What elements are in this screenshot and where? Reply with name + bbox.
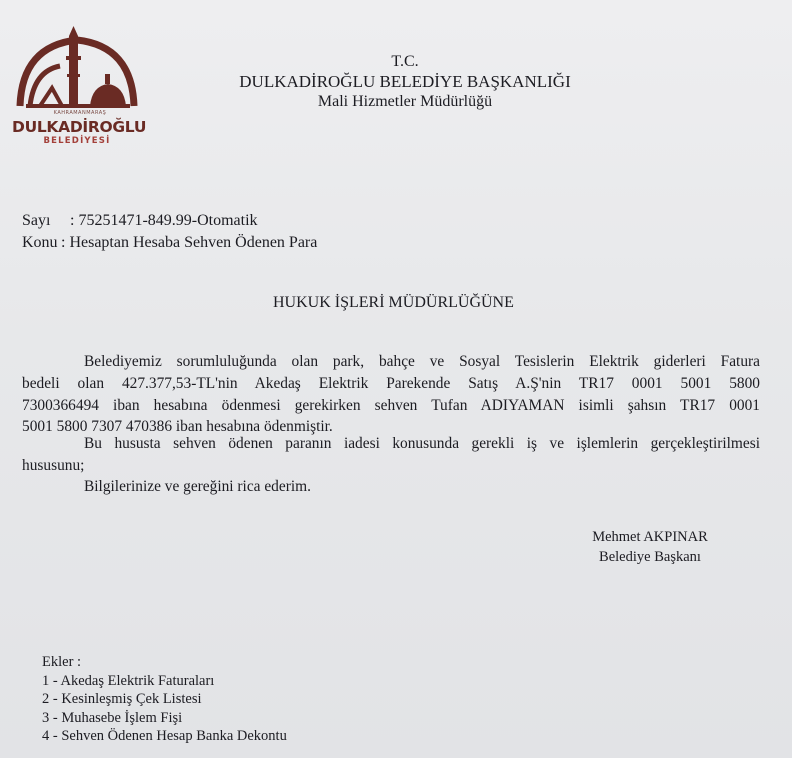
- sayi-value: : 75251471-849.99-Otomatik: [70, 212, 258, 229]
- attachment-item: 3 - Muhasebe İşlem Fişi: [42, 709, 183, 726]
- body-line-2: bedeli olan 427.377,53-TL'nin Akedaş Elektrik Parekende Satış A.Ş'nin TR17 0001 5001 5800: [22, 375, 760, 392]
- signatory-name: Mehmet AKPINAR: [592, 529, 708, 545]
- letter-meta: [22, 210, 317, 254]
- attachment-item: 1 - Akedaş Elektrik Faturaları: [42, 672, 215, 689]
- body-line-5: Bu hususta sehven ödenen paranın iadesi konusunda gerekli iş ve işlemlerin gerçekleştirilmesi: [84, 435, 760, 452]
- letter-header: [200, 52, 610, 112]
- header-organization: DULKADİROĞLU BELEDİYE BAŞKANLIĞI: [239, 72, 571, 91]
- logo-city-name: DULKADİROĞLU: [12, 118, 147, 136]
- konu-row: [22, 232, 317, 254]
- recipient-heading: HUKUK İŞLERİ MÜDÜRLÜĞÜNE: [273, 294, 514, 311]
- attachment-item: 2 - Kesinleşmiş Çek Listesi: [42, 691, 202, 707]
- logo-emblem-icon: [12, 26, 142, 121]
- body-line-7: Bilgilerinize ve gereğini rica ederim.: [84, 478, 311, 495]
- signatory-title: Belediye Başkanı: [599, 549, 701, 565]
- signature-block: [560, 527, 740, 567]
- header-tc: T.C.: [391, 53, 419, 70]
- body-line-6: hususunu;: [22, 457, 85, 474]
- body-line-4: 5001 5800 7307 470386 iban hesabına ödenmiştir.: [22, 418, 333, 435]
- body-line-1: Belediyemiz sorumluluğunda olan park, bahçe ve Sosyal Tesislerin Elektrik giderleri Fatura: [84, 353, 760, 370]
- attachment-item: 4 - Sehven Ödenen Hesap Banka Dekontu: [42, 728, 287, 744]
- konu-value: : Hesaptan Hesaba Sehven Ödenen Para: [61, 234, 318, 251]
- konu-label: Konu: [22, 234, 58, 251]
- logo-institution-name: BELEDİYESİ: [43, 136, 111, 146]
- header-department: Mali Hizmetler Müdürlüğü: [317, 93, 493, 110]
- attachments-list: [42, 653, 287, 746]
- attachments-title: Ekler :: [42, 654, 82, 670]
- municipality-logo: [12, 26, 147, 151]
- body-line-3: 7300366494 iban hesabına ödenmesi gerekirken sehven Tufan ADIYAMAN isimli şahsın TR17 0001: [22, 397, 760, 414]
- sayi-label: Sayı: [22, 212, 51, 229]
- sayi-row: [22, 210, 317, 232]
- logo-province-text: KAHRAMANMARAŞ: [53, 110, 107, 116]
